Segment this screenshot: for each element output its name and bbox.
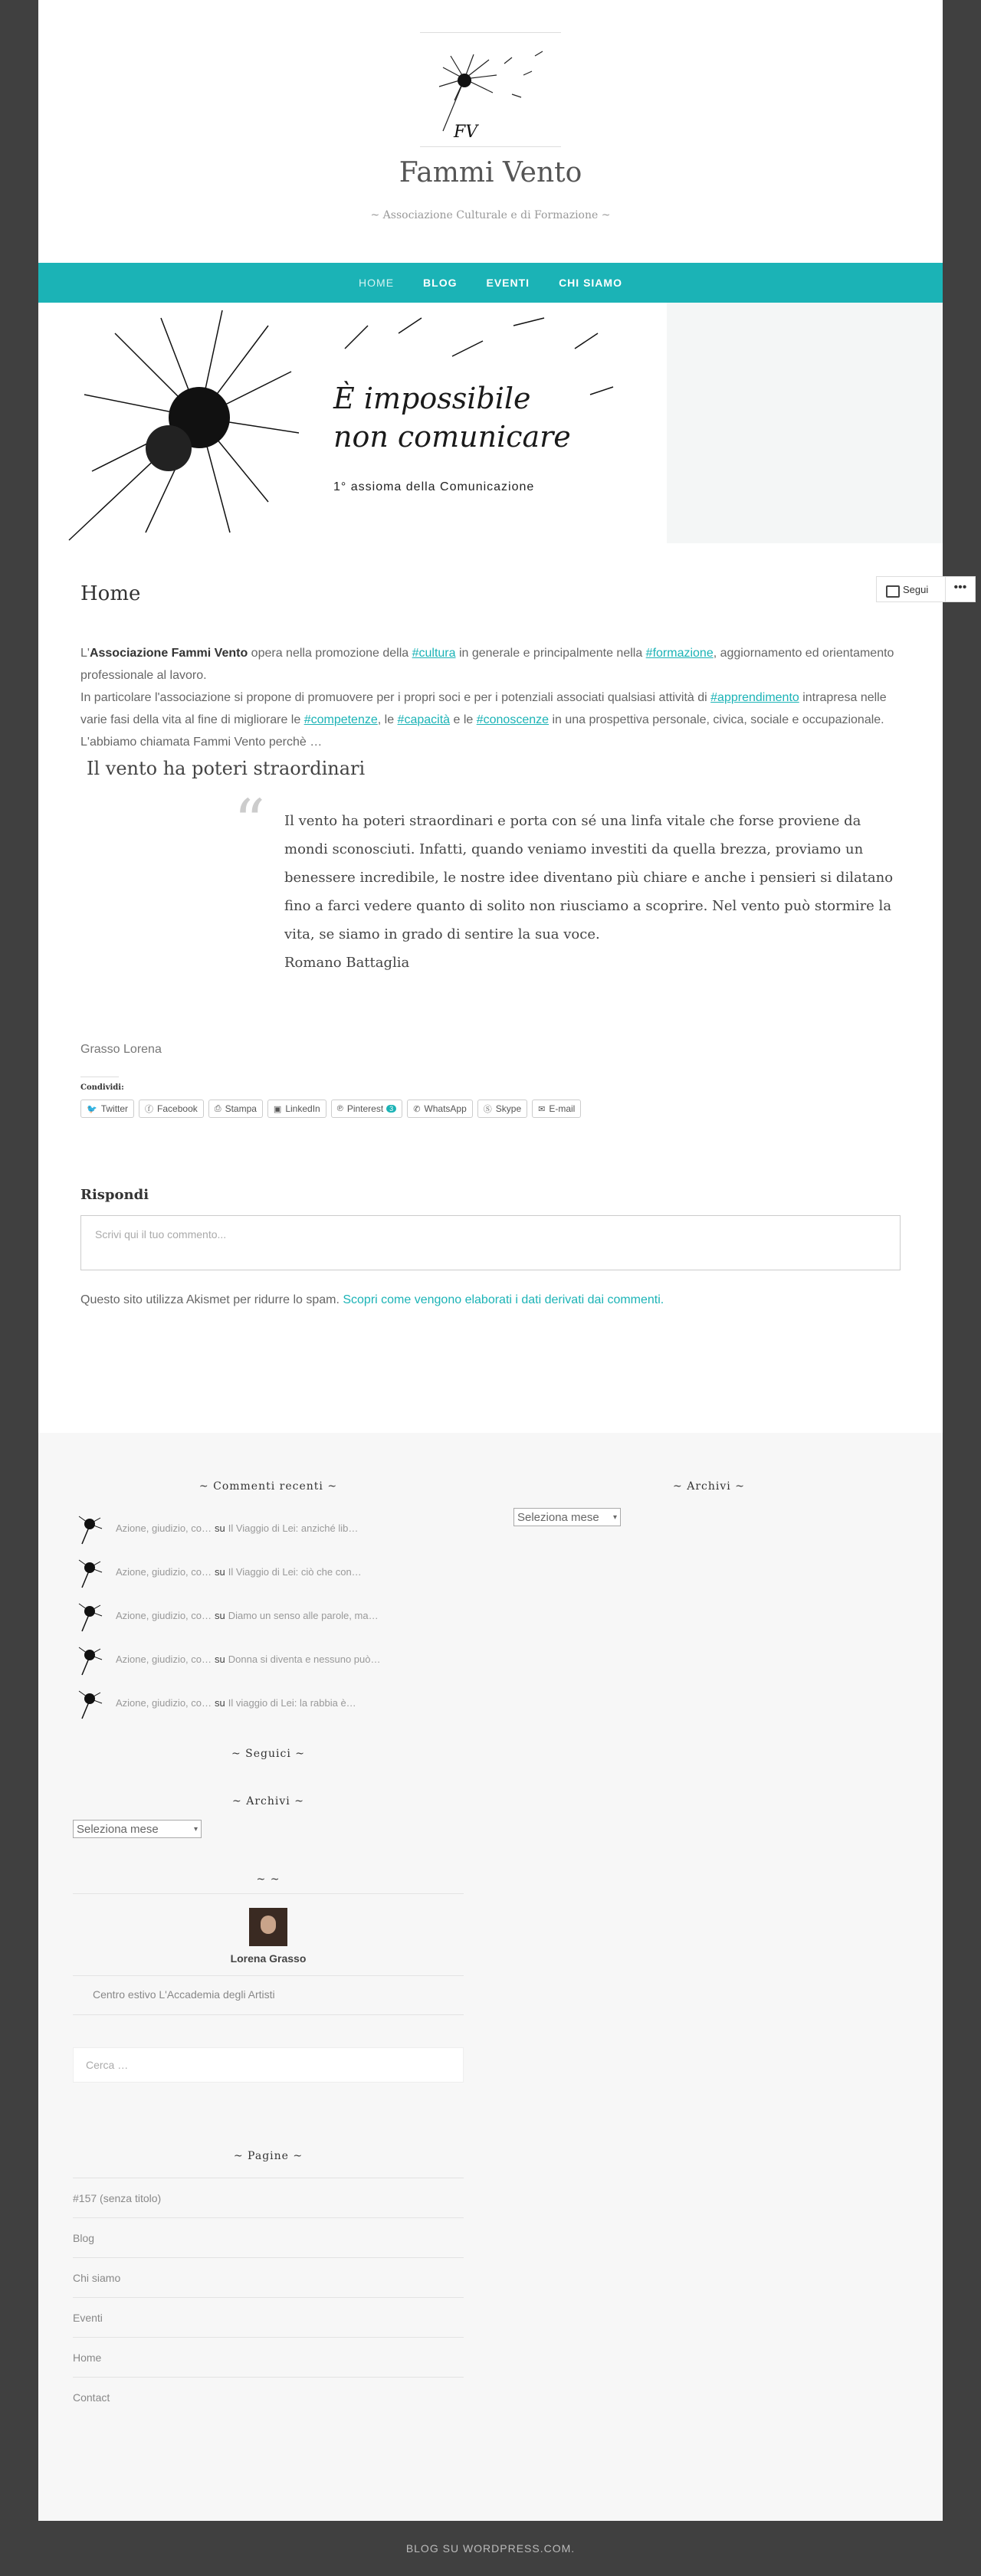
comment-author-link[interactable]: Azione, giudizio, co… <box>116 1522 212 1534</box>
share-print-button[interactable] <box>208 1100 263 1118</box>
share-label: WhatsApp <box>424 1103 467 1114</box>
archive-select-value: Seleziona mese <box>517 1510 599 1524</box>
share-facebook-button[interactable] <box>139 1100 204 1118</box>
avatar[interactable] <box>73 1555 107 1589</box>
widget-title-recent-comments: ~ Commenti recenti ~ <box>198 1480 338 1493</box>
nav-item-home[interactable]: HOME <box>359 277 395 289</box>
recent-comment-item <box>73 1637 464 1681</box>
share-linkedin-button[interactable] <box>267 1100 326 1118</box>
pages-list <box>73 2178 464 2417</box>
recent-comment-item <box>73 1550 464 1594</box>
widget-column-right <box>513 1480 904 1526</box>
avatar[interactable] <box>73 1686 107 1720</box>
page-link[interactable]: Blog <box>73 2217 464 2257</box>
comment-input[interactable]: Scrivi qui il tuo commento... <box>80 1215 901 1270</box>
akismet-text: Questo sito utilizza Akismet per ridurre lo spam. <box>80 1293 343 1306</box>
site-title[interactable]: Fammi Vento <box>399 157 582 188</box>
site-logo[interactable] <box>420 32 561 147</box>
quote-text: Il vento ha poteri straordinari e porta con sé una linfa vitale che forse proviene da mondi sconosciuti. Infatti, quando veniamo investiti da quella brezza, proviamo un benessere incredibile, le nostre idee diventano più chiare e anche i pensieri si dilatano fino a farci vedere quanto di solito non riusciamo a scoprire. Nel vento può stormire la vita, se siamo in grado di sentire la sua voce. <box>284 813 894 942</box>
banner-right-panel <box>667 303 943 543</box>
comment-post-link[interactable]: Il Viaggio di Lei: ciò che con… <box>228 1566 362 1578</box>
search-input[interactable]: Cerca … <box>73 2047 464 2083</box>
comment-su: su <box>215 1697 225 1709</box>
intro-text-segment: opera nella promozione della <box>248 647 412 660</box>
chevron-down-icon: ▾ <box>193 1824 198 1834</box>
comment-author-link[interactable]: Azione, giudizio, co… <box>116 1566 212 1578</box>
logo-text: FV <box>454 123 478 142</box>
quote-heading: Il vento ha poteri straordinari <box>87 758 366 779</box>
hashtag-link-apprendimento[interactable]: #apprendimento <box>710 691 799 704</box>
blockquote <box>80 786 904 977</box>
archive-select-right[interactable] <box>513 1508 621 1526</box>
site-header <box>38 0 943 263</box>
banner-subtitle: 1° assioma della Comunicazione <box>333 480 535 493</box>
share-label: E-mail <box>549 1103 576 1114</box>
share-label: Stampa <box>225 1103 257 1114</box>
intro-text-segment: e le <box>450 713 477 726</box>
profile-name[interactable]: Lorena Grasso <box>230 1952 307 1965</box>
whatsapp-icon: ✆ <box>413 1104 421 1114</box>
recent-comment-item <box>73 1681 464 1725</box>
akismet-link[interactable]: Scopri come vengono elaborati i dati derivati dai commenti. <box>343 1293 664 1306</box>
quote-mark-icon: “ <box>234 786 265 857</box>
comment-su: su <box>215 1610 225 1621</box>
avatar[interactable] <box>73 1643 107 1676</box>
widget-title-blank: ~ ~ <box>256 1873 281 1886</box>
divider <box>73 2014 464 2015</box>
comment-author-link[interactable]: Azione, giudizio, co… <box>116 1653 212 1665</box>
avatar[interactable] <box>73 1512 107 1545</box>
page-link[interactable]: #157 (senza titolo) <box>73 2178 464 2217</box>
hashtag-link-cultura[interactable]: #cultura <box>412 647 456 660</box>
banner-line-1: È impossibile <box>333 382 531 415</box>
follow-widget <box>876 576 976 602</box>
page-wrapper <box>38 0 943 2576</box>
site-footer[interactable]: BLOG SU WORDPRESS.COM. <box>38 2521 943 2576</box>
page-link[interactable]: Contact <box>73 2377 464 2417</box>
share-label: Twitter <box>100 1103 129 1114</box>
comment-su: su <box>215 1566 225 1578</box>
reply-title: Rispondi <box>80 1187 149 1203</box>
intro-text <box>80 642 904 753</box>
comment-author-link[interactable]: Azione, giudizio, co… <box>116 1697 212 1709</box>
intro-text-segment: , le <box>377 713 398 726</box>
main-navigation <box>38 263 943 303</box>
recent-comments-list <box>73 1506 464 1725</box>
pinterest-icon: ℗ <box>336 1104 343 1113</box>
intro-text-segment: In particolare l'associazione si propone di promuovere per i propri soci e per i potenziali associati qualsiasi attività di <box>80 691 711 704</box>
banner-quote <box>333 379 571 456</box>
share-title: Condividi: <box>80 1077 119 1092</box>
profile-widget <box>73 1908 464 1965</box>
hashtag-link-capacita[interactable]: #capacità <box>397 713 451 726</box>
page-title: Home <box>80 582 141 605</box>
main-content <box>80 582 904 1307</box>
site-description: ~ Associazione Culturale e di Formazione ~ <box>370 209 611 221</box>
comment-su: su <box>215 1653 225 1665</box>
header-banner <box>38 303 943 543</box>
widget-column-left <box>73 1480 464 2417</box>
post-author: Grasso Lorena <box>80 1043 162 1056</box>
archive-select-value: Seleziona mese <box>77 1822 159 1836</box>
recent-comment-item <box>73 1594 464 1637</box>
facebook-icon: ⓕ <box>145 1105 154 1114</box>
share-pinterest-button[interactable] <box>331 1100 402 1118</box>
share-label: Skype <box>495 1103 522 1114</box>
comment-author-link[interactable]: Azione, giudizio, co… <box>116 1610 212 1621</box>
page-link[interactable]: Home <box>73 2337 464 2377</box>
footer-widgets <box>38 1433 943 2521</box>
linkedin-icon: ▣ <box>273 1104 282 1114</box>
share-skype-button[interactable] <box>477 1100 527 1118</box>
print-icon: ⎙ <box>214 1103 221 1113</box>
comment-post-link[interactable]: Il viaggio di Lei: la rabbia è… <box>228 1697 356 1709</box>
share-email-button[interactable] <box>532 1100 581 1118</box>
page-link[interactable]: Chi siamo <box>73 2257 464 2297</box>
comment-post-link[interactable]: Donna si diventa e nessuno può… <box>228 1653 381 1665</box>
profile-avatar[interactable] <box>249 1908 287 1946</box>
comment-su: su <box>215 1522 225 1534</box>
archive-select[interactable] <box>73 1820 202 1838</box>
email-icon: ✉ <box>538 1104 546 1114</box>
nav-item-chi-siamo[interactable]: CHI SIAMO <box>559 277 622 289</box>
skype-icon: Ⓢ <box>483 1105 492 1114</box>
nav-item-blog[interactable]: BLOG <box>423 277 458 289</box>
follow-button[interactable]: Segui <box>877 584 945 595</box>
hashtag-link-formazione[interactable]: #formazione <box>645 647 714 660</box>
widget-title-archivi: ~ Archivi ~ <box>232 1795 304 1807</box>
share-twitter-button[interactable] <box>80 1100 134 1118</box>
share-label: Pinterest <box>346 1103 384 1114</box>
widget-title-pagine: ~ Pagine ~ <box>233 2150 303 2162</box>
intro-text-segment: intrapresa nelle varie fasi della vita al fine di migliorare le <box>80 691 887 726</box>
divider <box>73 1975 464 1976</box>
share-whatsapp-button[interactable] <box>407 1100 473 1118</box>
widget-title-archivi-right: ~ Archivi ~ <box>673 1480 745 1493</box>
profile-description: Centro estivo L'Accademia degli Artisti <box>93 1988 275 2001</box>
page-link[interactable]: Eventi <box>73 2297 464 2337</box>
share-label: LinkedIn <box>285 1103 320 1114</box>
association-name: Associazione Fammi Vento <box>89 647 248 660</box>
intro-text-segment: in una prospettiva personale, civica, sociale e occupazionale. L'abbiamo chiamata Fammi Vento perchè … <box>80 713 884 749</box>
share-buttons <box>80 1100 904 1118</box>
hashtag-link-competenze[interactable]: #competenze <box>303 713 378 726</box>
avatar[interactable] <box>73 1599 107 1633</box>
intro-text-segment: , aggiornamento ed orientamento professionale al lavoro. <box>80 647 894 682</box>
intro-text-segment: L' <box>80 647 90 660</box>
more-options-icon[interactable]: ••• <box>945 576 975 602</box>
share-label: Facebook <box>157 1103 198 1114</box>
akismet-notice <box>80 1293 904 1307</box>
twitter-icon: 🐦 <box>87 1104 97 1114</box>
quote-author: Romano Battaglia <box>284 955 410 971</box>
recent-comment-item <box>73 1506 464 1550</box>
comment-post-link[interactable]: Diamo un senso alle parole, ma… <box>228 1610 379 1621</box>
intro-text-segment: in generale e principalmente nella <box>455 647 646 660</box>
comment-post-link[interactable]: Il Viaggio di Lei: anziché lib… <box>228 1522 359 1534</box>
banner-line-2: non comunicare <box>333 420 571 454</box>
widget-title-seguici: ~ Seguici ~ <box>231 1748 305 1760</box>
hashtag-link-conoscenze[interactable]: #conoscenze <box>476 713 550 726</box>
share-count-badge: 3 <box>386 1105 396 1113</box>
nav-item-eventi[interactable]: EVENTI <box>486 277 530 289</box>
chevron-down-icon: ▾ <box>612 1512 617 1522</box>
divider <box>73 1893 464 1894</box>
